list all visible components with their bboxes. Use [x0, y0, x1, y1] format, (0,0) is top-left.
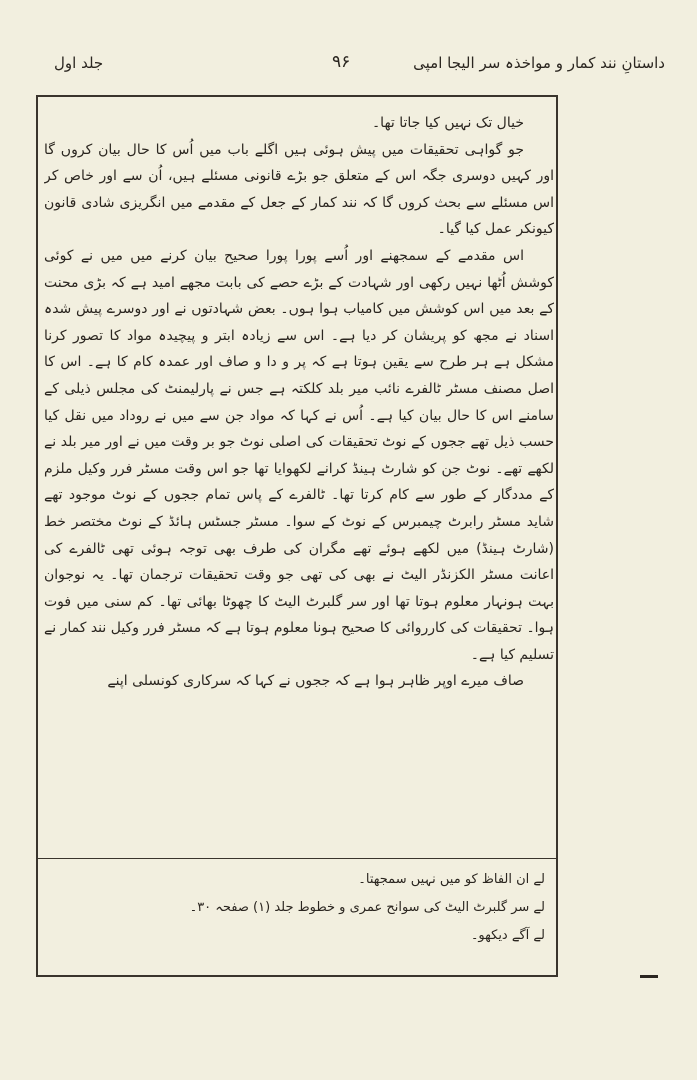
footnote-divider: [38, 858, 556, 859]
paragraph: صاف میرے اوپر ظاہر ہوا ہے کہ ججوں نے کہا کہ سرکاری کونسلی اپنے: [107, 673, 524, 690]
volume-label: جلد اول: [54, 54, 104, 72]
paragraph: خیال تک نہیں کیا جاتا تھا۔: [371, 115, 524, 131]
page-number: ۹۶: [332, 52, 351, 72]
footnote: لے سر گلبرٹ الیٹ کی سوانح عمری و خطوط جلد (۱) صفحہ ۳۰۔: [189, 900, 545, 915]
running-title: داستانِ نند کمار و مواخذہ سر الیجا امپی: [413, 54, 665, 72]
footnotes: [60, 866, 545, 966]
paragraph: جو گواہی تحقیقات میں پیش ہوئی ہیں اگلے باب میں اُس کا حال بیان کروں گا اور کہیں دوسری جگہ اس کے متعلق جو بڑے قانونی مسئلے ہیں، اُن سے اور خاص کر اس مسئلے سے بحث کروں گا کہ نند کمار کے جعل کے مقدمے میں انگریزی شادی قانون کیونکر عمل کیا گیا۔: [44, 141, 554, 238]
body-text: [44, 110, 554, 850]
page-header: [40, 52, 665, 86]
paragraph: اس مقدمے کے سمجھنے اور اُسے پورا پورا صحیح بیان کرنے میں میں نے کوئی کوشش اُٹھا نہیں رکھی اور شہادت کے بڑے حصے کی بابت مجھے امید ہے کہ بڑی محنت کے بعد میں اس کوشش میں کامیاب ہوا ہوں۔ بعض شہادتوں نے اور دوسرے پیش شدہ اسناد نے مجھ کو پریشان کر دیا ہے۔ اس سے زیادہ ابتر و پیچیدہ مواد کا تصور کرنا مشکل ہے ہر طرح سے یقین ہوتا ہے کہ پر و دا و صاف اور عمدہ کام کا ہے۔ اس کا اصل مصنف مسٹر ٹالفرے نائب میر بلد کلکتہ ہے جس نے پارلیمنٹ کی مجلس ذیلی کے سامنے اس کا حال بیان کیا ہے۔ اُس نے کہا کہ مواد جن سے میں نے روداد میں نقل کیا حسب ذیل تھے ججوں کے نوٹ تحقیقات کی اصلی نوٹ جو بر وقت میں نے اور میر بلد نے لکھے تھے۔ نوٹ جن کو شارٹ ہینڈ کرانے لکھوایا تھا جو اس وقت مسٹر فرر وکیل ملزم کے مددگار کے طور سے کام کرتا تھا۔ ٹالفرے کے پاس تمام ججوں کے نوٹ موجود تھے شاید مسٹر رابرٹ چیمبرس کے نوٹ کے سوا۔ مسٹر جسٹس ہائڈ کے نوٹ مختصر خط (شارٹ ہینڈ) میں لکھے ہوئے تھے مگران کی طرف بھی توجہ ہوئی تھی ٹالفرے کی اعانت مسٹر الکزنڈر الیٹ نے بھی کی تھی جو وقت تحقیقات ترجمان تھا۔ یہ نوجوان بہت ہونہار معلوم ہوتا تھا اور سر گلبرٹ الیٹ کا چھوٹا بھائی تھا۔ کم سنی میں فوت ہوا۔ تحقیقات کی کارروائی کا صحیح ہونا معلوم ہوتا ہے کہ مسٹر فرر وکیل نند کمار نے تسلیم کیا ہے۔: [44, 247, 554, 663]
footnote: لے ان الفاظ کو میں نہیں سمجھتا۔: [358, 872, 545, 887]
page-edge-mark: [640, 975, 658, 978]
footnote: لے آگے دیکھو۔: [470, 928, 545, 943]
